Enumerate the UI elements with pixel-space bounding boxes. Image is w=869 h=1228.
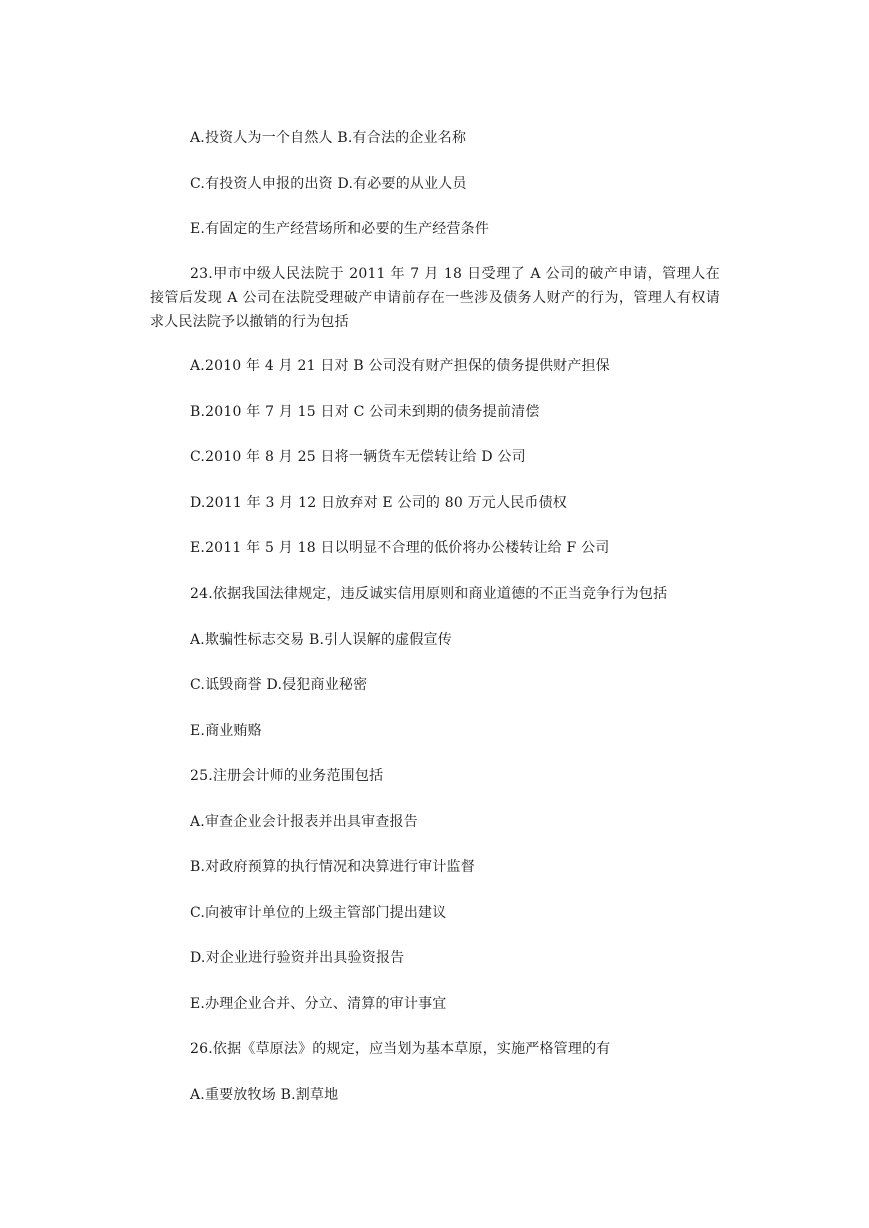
option-line: C.有投资人申报的出资 D.有必要的从业人员: [190, 176, 467, 192]
question-23-option-e: E.2011 年 5 月 18 日以明显不合理的低价将办公楼转让给 F 公司: [190, 540, 610, 556]
question-23-option-c: C.2010 年 8 月 25 日将一辆货车无偿转让给 D 公司: [190, 449, 526, 465]
question-25-option-d: D.对企业进行验资并出具验资报告: [190, 950, 405, 966]
question-26-text: 26.依据《草原法》的规定，应当划为基本草原，实施严格管理的有: [190, 1041, 611, 1057]
question-24-option-e: E.商业贿赂: [190, 723, 262, 739]
question-23-option-b: B.2010 年 7 月 15 日对 C 公司未到期的债务提前清偿: [190, 404, 540, 420]
question-23-text: 23.甲市中级人民法院于 2011 年 7 月 18 日受理了 A 公司的破产申请，管理人在接管后发现 A 公司在法院受理破产申请前存在一些涉及债务人财产的行为，管理人有权请求人民法院予以撤销的行为包括: [150, 266, 720, 330]
question-24-option-cd: C.诋毁商誉 D.侵犯商业秘密: [190, 677, 368, 693]
question-23-option-a: A.2010 年 4 月 21 日对 B 公司没有财产担保的债务提供财产担保: [190, 358, 610, 374]
option-line: E.有固定的生产经营场所和必要的生产经营条件: [190, 221, 490, 237]
question-25-option-b: B.对政府预算的执行情况和决算进行审计监督: [190, 859, 475, 875]
question-25-option-a: A.审查企业会计报表并出具审查报告: [190, 814, 418, 830]
question-23-option-d: D.2011 年 3 月 12 日放弃对 E 公司的 80 万元人民币债权: [190, 495, 568, 511]
question-25-option-c: C.向被审计单位的上级主管部门提出建议: [190, 905, 447, 921]
question-24-text: 24.依据我国法律规定，违反诚实信用原则和商业道德的不正当竞争行为包括: [190, 586, 668, 602]
option-line: A.投资人为一个自然人 B.有合法的企业名称: [190, 130, 467, 146]
question-26-option-ab: A.重要放牧场 B.割草地: [190, 1087, 339, 1103]
question-25-option-e: E.办理企业合并、分立、清算的审计事宜: [190, 996, 447, 1012]
question-25-text: 25.注册会计师的业务范围包括: [190, 768, 384, 784]
question-24-option-ab: A.欺骗性标志交易 B.引人误解的虚假宣传: [190, 632, 452, 648]
